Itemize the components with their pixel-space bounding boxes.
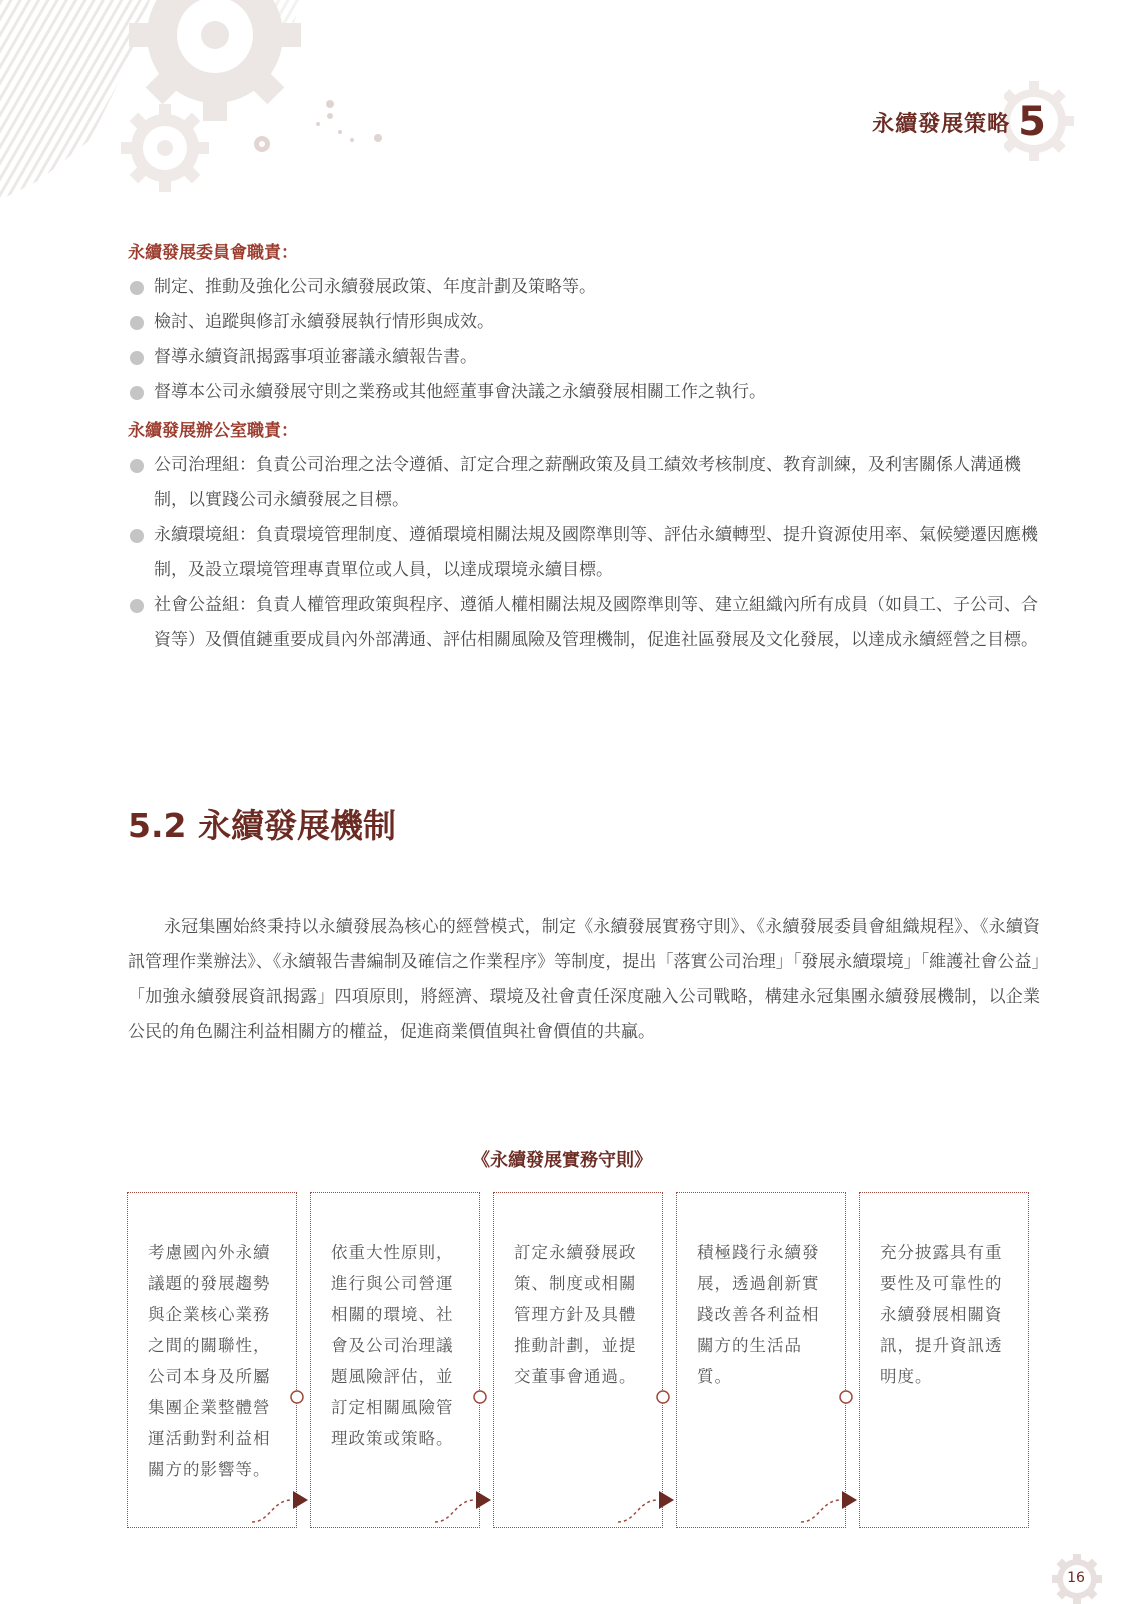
gear-decoration [0, 0, 420, 220]
medium-gear-icon [121, 104, 209, 192]
flow-box-text: 考慮國內外永續議題的發展趨勢與企業核心業務之間的關聯性，公司本身及所屬集團企業整體營運活動對利益相關方的影響等。 [148, 1243, 271, 1479]
committee-heading: 永續發展委員會職責： [128, 243, 298, 263]
list-item: 公司治理組：負責公司治理之法令遵循、訂定合理之薪酬政策及員工績效考核制度、教育訓練，及利害關係人溝通機制，以實踐公司永續發展之目標。 [128, 448, 1038, 518]
dots-decoration [316, 100, 382, 142]
list-item: 督導本公司永續發展守則之業務或其他經董事會決議之永續發展相關工作之執行。 [128, 375, 1038, 410]
list-item: 制定、推動及強化公司永續發展政策、年度計劃及策略等。 [128, 270, 1038, 305]
flow-box-text: 訂定永續發展政策、制度或相關管理方針及具體推動計劃，並提交董事會通過。 [514, 1243, 637, 1386]
connector-circle-icon [474, 1391, 486, 1403]
flow-box-text: 積極踐行永續發展，透過創新實踐改善各利益相關方的生活品質。 [697, 1243, 820, 1386]
page-number: 16 [1067, 1570, 1085, 1586]
chapter-number: 5 [1018, 99, 1046, 145]
arrow-right-icon [476, 1491, 491, 1509]
list-item: 督導永續資訊揭露事項並審議永續報告書。 [128, 340, 1038, 375]
chapter-header [872, 99, 1046, 145]
flow-title: 《永續發展實務守則》 [472, 1150, 652, 1171]
connector-circle-icon [291, 1391, 303, 1403]
arrow-right-icon [659, 1491, 674, 1509]
flow-box-text: 充分披露具有重要性及可靠性的永續發展相關資訊，提升資訊透明度。 [880, 1243, 1003, 1386]
office-heading: 永續發展辦公室職責： [128, 421, 298, 441]
flow-box-text: 依重大性原則，進行與公司營運相關的環境、社會及公司治理議題風險評估，並訂定相關風險管理政策或策略。 [331, 1243, 454, 1448]
connector-circle-icon [657, 1391, 669, 1403]
chapter-title: 永續發展策略 [872, 111, 1011, 137]
list-item: 永續環境組：負責環境管理制度、遵循環境相關法規及國際準則等、評估永續轉型、提升資源使用率、氣候變遷因應機制，及設立環境管理專責單位或人員，以達成環境永續目標。 [128, 518, 1038, 588]
section-paragraph: 永冠集團始終秉持以永續發展為核心的經營模式，制定《永續發展實務守則》、《永續發展委員會組織規程》、《永續資訊管理作業辦法》、《永續報告書編制及確信之作業程序》等制度，提出「落實公司治理」「發展永續環境」「維護社會公益」「加強永續發展資訊揭露」四項原則，將經濟、環境及社會責任深度融入公司戰略，構建永冠集團永續發展機制，以企業公民的角色關注利益相關方的權益，促進商業價值與社會價值的共贏。 [128, 917, 1040, 1042]
list-item: 檢討、追蹤與修訂永續發展執行情形與成效。 [128, 305, 1038, 340]
list-item: 社會公益組：負責人權管理政策與程序、遵循人權相關法規及國際準則等、建立組織內所有成員（如員工、子公司、合資等）及價值鏈重要成員內外部溝通、評估相關風險及管理機制，促進社區發展及文化發展，以達成永續經營之目標。 [128, 588, 1038, 658]
small-gear-icon [254, 136, 270, 152]
flow-connectors [0, 1192, 1124, 1532]
office-list [128, 448, 1038, 658]
committee-list [128, 270, 1038, 410]
section-title: 5.2 永續發展機制 [128, 806, 396, 845]
arrow-right-icon [842, 1491, 857, 1509]
arrow-right-icon [293, 1491, 308, 1509]
connector-circle-icon [840, 1391, 852, 1403]
large-gear-icon [129, 0, 301, 121]
